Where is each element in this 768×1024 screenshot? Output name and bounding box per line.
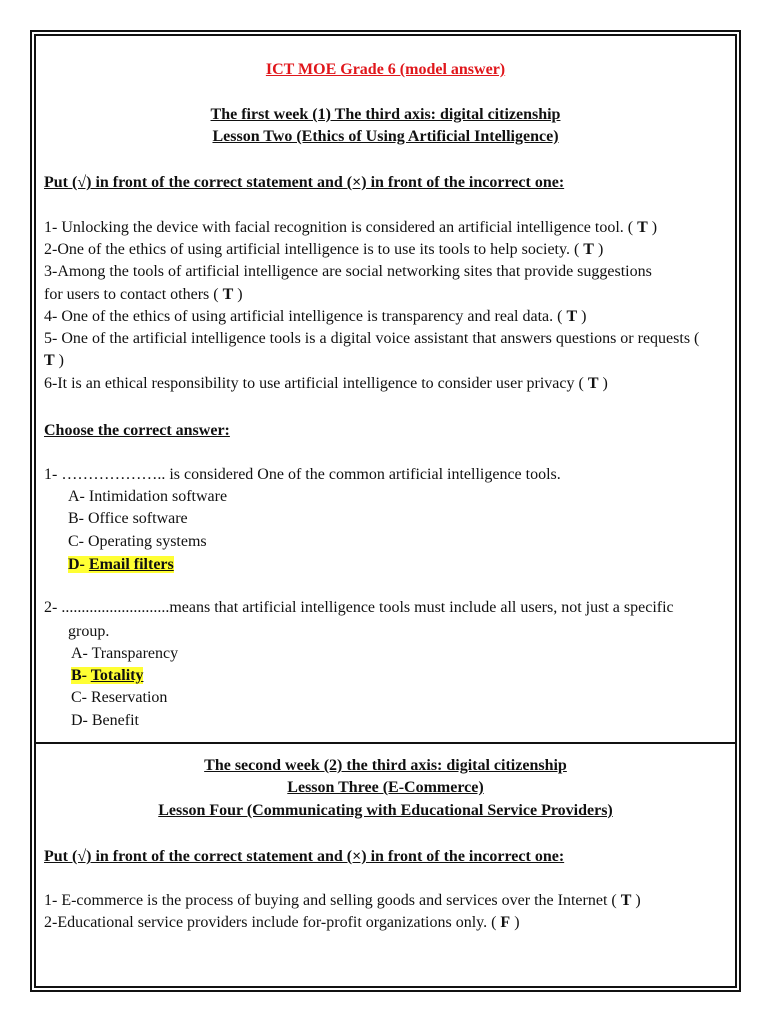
mcq2-option-a: A- Transparency [71,645,179,662]
mcq2-option-d: D- Benefit [71,712,139,729]
mcq2-answer-option-b [71,666,143,686]
week2-heading: The second week (2) the third axis: digital citizenship [204,757,567,774]
closing-paren: ) [598,375,608,392]
answer-mark: T [587,375,599,392]
closing-paren: ) [577,308,587,325]
mcq-instruction: Choose the correct answer: [44,422,230,439]
answer-mark: T [44,352,55,369]
week2-tf-statement-1 [44,891,641,911]
closing-paren: ) [593,241,604,258]
mcq2-option-c: C- Reservation [71,689,168,706]
mcq-question-2-cont: group. [68,623,110,640]
answer-mark: T [222,286,234,303]
mcq-question-2: 2- ...........................means that artificial intelligence tools must include all users, not just a specific [44,599,674,616]
tf-statement-3-cont [44,285,243,305]
answer-mark: T [620,892,632,909]
tf-statement-1 [44,218,657,238]
week2-tf-statement-2 [44,913,520,933]
tf-statement-6 [44,374,608,394]
closing-paren: ) [233,286,243,303]
week1-lesson: Lesson Two (Ethics of Using Artificial Intelligence) [212,128,559,145]
statement-text: 2-One of the ethics of using artificial intelligence is to use its tools to help society. ( [44,241,584,258]
mcq1-option-b: B- Office software [68,510,188,527]
week1-tf-instruction: Put (√) in front of the correct statement and (×) in front of the incorrect one: [44,174,565,191]
mcq1-option-c: C- Operating systems [68,533,207,550]
answer-letter: B- [71,667,87,684]
closing-paren: ) [510,914,520,931]
answer-mark: F [500,914,511,931]
week1-heading: The first week (1) The third axis: digital citizenship [210,106,561,123]
answer-letter: D- [68,556,85,573]
statement-text: 4- One of the ethics of using artificial intelligence is transparency and real data. ( [44,308,567,325]
section-divider [34,742,737,744]
week2-lesson-four: Lesson Four (Communicating with Educational Service Providers) [158,802,613,819]
tf-statement-4 [44,307,586,327]
tf-statement-5-cont [44,351,64,371]
statement-text: 6-It is an ethical responsibility to use artificial intelligence to consider user privacy ( [44,375,588,392]
mcq1-answer-option-d [68,555,174,575]
closing-paren: ) [631,892,641,909]
answer-text: Totality [90,667,144,684]
statement-text: for users to contact others ( [44,286,223,303]
answer-mark: T [566,308,578,325]
tf-statement-5: 5- One of the artificial intelligence tools is a digital voice assistant that answers questions or requests ( [44,330,700,347]
tf-statement-2 [44,240,603,260]
closing-paren: ) [54,352,64,369]
tf-statement-3: 3-Among the tools of artificial intelligence are social networking sites that provide suggestions [44,263,652,280]
answer-mark: T [583,241,594,258]
closing-paren: ) [647,219,658,236]
statement-text: 1- Unlocking the device with facial recognition is considered an artificial intelligence tool. ( [44,219,638,236]
mcq1-option-a: A- Intimidation software [68,488,228,505]
week2-lesson-three: Lesson Three (E-Commerce) [287,779,484,796]
document-title: ICT MOE Grade 6 (model answer) [265,61,506,78]
answer-text: Email filters [88,556,174,573]
answer-mark: T [637,219,648,236]
mcq-question-1: 1- ……………….. is considered One of the common artificial intelligence tools. [44,466,561,483]
week2-tf-instruction: Put (√) in front of the correct statement and (×) in front of the incorrect one: [44,848,565,865]
statement-text: 1- E-commerce is the process of buying and selling goods and services over the Internet ( [44,892,621,909]
statement-text: 2-Educational service providers include for-profit organizations only. ( [44,914,501,931]
